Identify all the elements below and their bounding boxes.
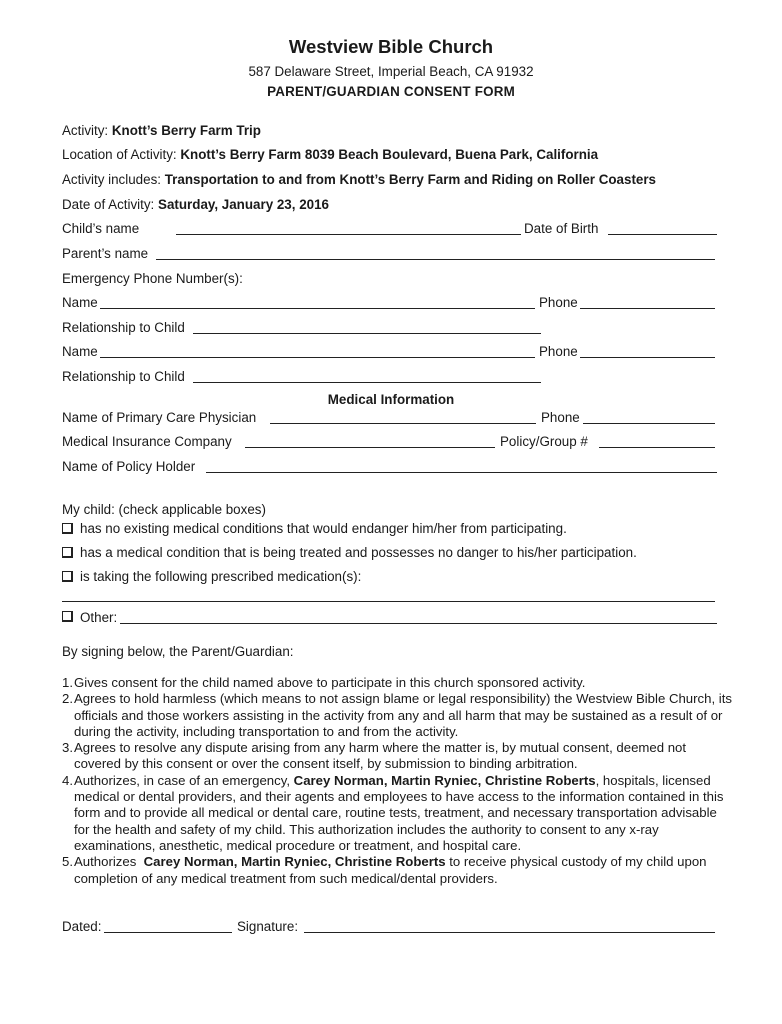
consent-term-1: 1. Gives consent for the child named above to participate in this church sponsored activity. xyxy=(62,675,586,690)
activity-value: Knott’s Berry Farm Trip xyxy=(111,123,261,138)
consent-intro: By signing below, the Parent/Guardian: xyxy=(62,644,294,659)
checklist-intro: My child: (check applicable boxes) xyxy=(62,502,266,517)
dated-label: Dated: xyxy=(62,919,102,934)
form-title: PARENT/GUARDIAN CONSENT FORM xyxy=(267,84,515,99)
date-row xyxy=(62,196,329,214)
emergency-phone-2-label: Phone xyxy=(539,344,578,359)
location-value: Knott’s Berry Farm 8039 Beach Boulevard, Buena Park, California xyxy=(180,147,599,162)
includes-value: Transportation to and from Knott’s Berry Farm and Riding on Roller Coasters xyxy=(164,172,657,187)
church-name: Westview Bible Church xyxy=(288,36,494,57)
physician-field[interactable] xyxy=(270,423,536,424)
activity-label: Activity: xyxy=(62,123,109,138)
signature-label: Signature: xyxy=(237,919,299,934)
physician-phone-field[interactable] xyxy=(583,423,715,424)
emergency-phone-label: Emergency Phone Number(s): xyxy=(62,271,243,286)
relationship-1-field[interactable] xyxy=(193,333,541,334)
insurance-field[interactable] xyxy=(245,447,495,448)
emergency-name-1-label: Name xyxy=(62,295,98,310)
emergency-phone-2-field[interactable] xyxy=(580,357,715,358)
policy-holder-field[interactable] xyxy=(206,472,717,473)
treated-condition-label: has a medical condition that is being treated and possesses no danger to his/her participation. xyxy=(80,545,637,560)
signature-field[interactable] xyxy=(304,932,715,933)
parents-name-label: Parent’s name xyxy=(62,246,149,261)
treated-condition-checkbox[interactable] xyxy=(62,547,73,558)
relationship-2-label: Relationship to Child xyxy=(62,369,185,384)
medication-label: is taking the following prescribed medication(s): xyxy=(80,569,362,584)
other-field[interactable] xyxy=(120,623,717,624)
location-row xyxy=(62,146,598,164)
physician-label: Name of Primary Care Physician xyxy=(62,410,257,425)
childs-name-label: Child’s name xyxy=(62,221,140,236)
emergency-phone-1-field[interactable] xyxy=(580,308,715,309)
relationship-1-label: Relationship to Child xyxy=(62,320,185,335)
emergency-name-1-field[interactable] xyxy=(100,308,535,309)
consent-terms-list xyxy=(62,675,732,887)
activity-row xyxy=(62,122,261,140)
emergency-phone-1-label: Phone xyxy=(539,295,578,310)
consent-term-5: 5. Authorizes Carey Norman, Martin Ryniec, Christine Roberts to receive physical custody of my child upon completion of any medical treatment from such medical/dental providers. xyxy=(62,854,707,886)
dated-field[interactable] xyxy=(104,932,232,933)
date-of-birth-field[interactable] xyxy=(608,234,717,235)
consent-term-2: 2. Agrees to hold harmless (which means to not assign blame or legal responsibility) the Westview Bible Church, its officials and those workers assisting in the activity from any and all harm that may be sustained as a result of or during the activity, including transportation to and from the activity. xyxy=(62,691,732,739)
emergency-name-2-field[interactable] xyxy=(100,357,535,358)
consent-term-3: 3. Agrees to resolve any dispute arising from any harm where the matter is, by mutual consent, deemed not covered by this consent or over the consent itself, by submission to binding arbitration. xyxy=(62,740,687,772)
location-label: Location of Activity: xyxy=(62,147,177,162)
church-address: 587 Delaware Street, Imperial Beach, CA 91932 xyxy=(248,64,534,79)
medication-field[interactable] xyxy=(62,601,715,602)
policy-holder-label: Name of Policy Holder xyxy=(62,459,196,474)
emergency-name-2-label: Name xyxy=(62,344,98,359)
date-value: Saturday, January 23, 2016 xyxy=(158,197,329,212)
insurance-label: Medical Insurance Company xyxy=(62,434,232,449)
other-label: Other: xyxy=(80,610,118,625)
date-of-birth-label: Date of Birth xyxy=(524,221,599,236)
date-label: Date of Activity: xyxy=(62,197,155,212)
consent-term-4: 4. Authorizes, in case of an emergency, Carey Norman, Martin Ryniec, Christine Roberts, hospitals, licensed medical or dental providers, and their agents and employees to have access to the information contained in this form and to provide all medical or dental care, routine tests, treatment, and necessary transportation advisable for the health and safety of my child. This authorization includes the authority to consent to any x-ray examinations, anesthetic, medical procedure or treatment, and hospital care. xyxy=(62,772,724,853)
custody-names: Carey Norman, Martin Ryniec, Christine Roberts xyxy=(143,854,446,870)
policy-group-label: Policy/Group # xyxy=(500,434,588,449)
physician-phone-label: Phone xyxy=(541,410,580,425)
no-condition-label: has no existing medical conditions that would endanger him/her from participating. xyxy=(80,521,567,536)
childs-name-field[interactable] xyxy=(176,234,521,235)
no-condition-checkbox[interactable] xyxy=(62,523,73,534)
parents-name-field[interactable] xyxy=(156,259,715,260)
relationship-2-field[interactable] xyxy=(193,382,541,383)
includes-label: Activity includes: xyxy=(62,172,161,187)
other-checkbox[interactable] xyxy=(62,611,73,622)
includes-row xyxy=(62,171,656,189)
policy-group-field[interactable] xyxy=(599,447,715,448)
medical-info-heading: Medical Information xyxy=(327,392,455,407)
authorized-names: Carey Norman, Martin Ryniec, Christine Roberts xyxy=(293,772,596,788)
medication-checkbox[interactable] xyxy=(62,571,73,582)
